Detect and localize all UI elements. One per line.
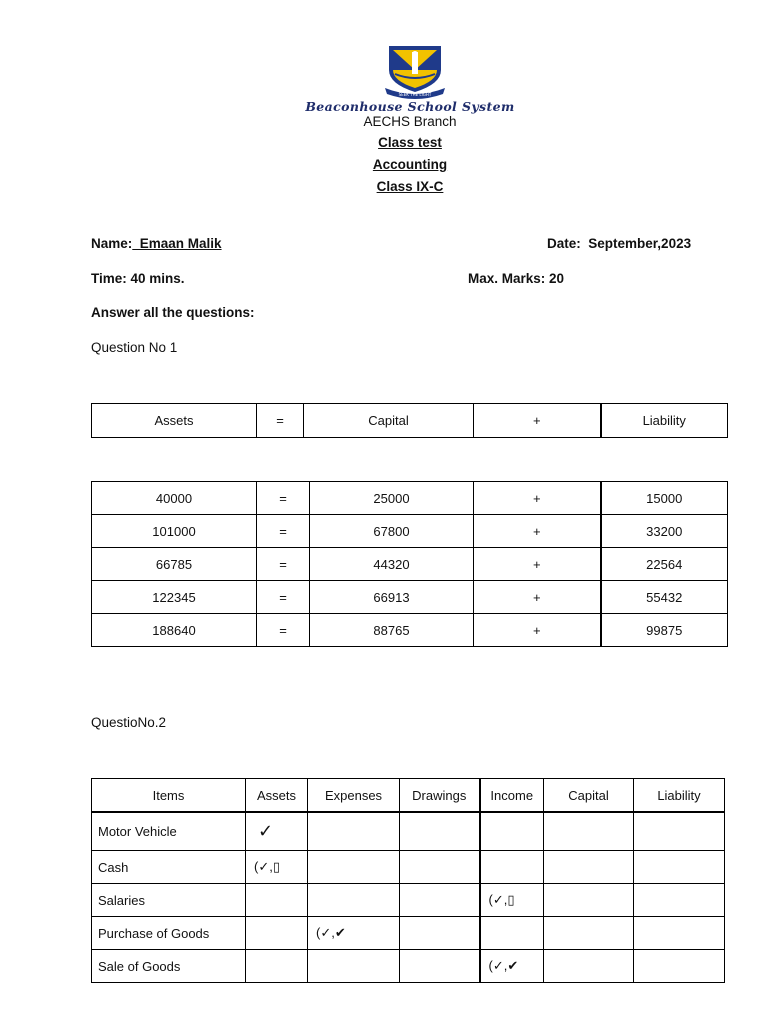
table-row [92, 515, 728, 548]
table-cell: = [257, 482, 310, 515]
table-cell: 66785 [92, 548, 257, 581]
table-row [92, 917, 725, 950]
subject-title: Accounting [372, 157, 448, 172]
table-cell [544, 812, 634, 851]
table-row [92, 884, 725, 917]
table-cell [634, 812, 725, 851]
table-cell: 15000 [601, 482, 728, 515]
table-cell: = [257, 614, 310, 647]
table-cell: 22564 [601, 548, 728, 581]
header-cell: Drawings [400, 779, 480, 813]
check-mark-cell: ✓ [246, 812, 308, 851]
table-cell: 88765 [310, 614, 474, 647]
test-title: Class test [378, 135, 442, 150]
svg-text:SEEK THE LIGHT: SEEK THE LIGHT [398, 92, 432, 97]
table-row [92, 614, 728, 647]
table-cell [400, 884, 480, 917]
check-mark-cell: (✓,✔ [308, 917, 400, 950]
table-cell [634, 884, 725, 917]
item-cell: Purchase of Goods [92, 917, 246, 950]
table-cell [308, 950, 400, 983]
item-cell: Salaries [92, 884, 246, 917]
class-title: Class IX-C [376, 179, 444, 194]
table-cell [400, 950, 480, 983]
item-cell: Sale of Goods [92, 950, 246, 983]
table-cell [634, 851, 725, 884]
table-row [92, 482, 728, 515]
table-cell [246, 884, 308, 917]
accounting-equation-data-table [91, 481, 728, 647]
table-cell: = [257, 581, 310, 614]
table-cell: 67800 [310, 515, 474, 548]
table-cell [308, 812, 400, 851]
table-row [92, 950, 725, 983]
max-marks-field: Max. Marks: 20 [468, 271, 565, 286]
table-cell [480, 812, 544, 851]
school-crest-logo [383, 44, 447, 100]
table-cell [308, 884, 400, 917]
header-cell: Assets [246, 779, 308, 813]
table-cell [480, 917, 544, 950]
table-cell [480, 851, 544, 884]
name-label: Name: [91, 236, 133, 251]
time-field: Time: 40 mins. [91, 271, 185, 286]
instructions: Answer all the questions: [91, 305, 255, 320]
table-cell: + [474, 482, 601, 515]
header-cell: Assets [92, 404, 257, 438]
table-cell: + [474, 548, 601, 581]
question-2-label: QuestioNo.2 [91, 715, 167, 730]
header-cell: Capital [544, 779, 634, 813]
table-cell: 122345 [92, 581, 257, 614]
table-cell: 40000 [92, 482, 257, 515]
table-cell [246, 950, 308, 983]
table-cell [400, 917, 480, 950]
table-row [92, 851, 725, 884]
table-row [92, 812, 725, 851]
item-cell: Motor Vehicle [92, 812, 246, 851]
check-mark-cell: (✓,▯ [246, 851, 308, 884]
header-cell: = [257, 404, 304, 438]
table-cell: 99875 [601, 614, 728, 647]
table-cell: + [474, 614, 601, 647]
table-cell [544, 851, 634, 884]
table-cell [544, 917, 634, 950]
table-cell: = [257, 548, 310, 581]
header-cell: Expenses [308, 779, 400, 813]
table-cell: 101000 [92, 515, 257, 548]
table-cell: + [474, 515, 601, 548]
table-cell [544, 884, 634, 917]
accounting-equation-header-table [91, 403, 728, 438]
table-cell: 44320 [310, 548, 474, 581]
classification-table [91, 778, 725, 983]
item-cell: Cash [92, 851, 246, 884]
header-cell: + [474, 404, 601, 438]
table-cell [400, 812, 480, 851]
header-cell: Liability [634, 779, 725, 813]
header-cell: Liability [601, 404, 728, 438]
table-cell: 66913 [310, 581, 474, 614]
check-mark-cell: (✓,✔ [480, 950, 544, 983]
header-cell: Items [92, 779, 246, 813]
table-cell [246, 917, 308, 950]
table-cell [544, 950, 634, 983]
school-name: Beaconhouse School System [305, 99, 515, 114]
table-cell: 188640 [92, 614, 257, 647]
date-value: September,2023 [588, 236, 692, 251]
header-cell: Income [480, 779, 544, 813]
check-mark-cell: (✓,▯ [480, 884, 544, 917]
table-cell: = [257, 515, 310, 548]
header-cell: Capital [304, 404, 474, 438]
table-cell [634, 950, 725, 983]
table-cell [400, 851, 480, 884]
name-field [91, 236, 360, 251]
table-cell [308, 851, 400, 884]
question-1-label: Question No 1 [91, 340, 178, 355]
table-row [92, 779, 725, 813]
table-row [92, 404, 728, 438]
table-cell: + [474, 581, 601, 614]
table-cell: 25000 [310, 482, 474, 515]
table-cell: 33200 [601, 515, 728, 548]
date-field [547, 236, 691, 251]
table-row [92, 548, 728, 581]
branch-name: AECHS Branch [363, 114, 457, 129]
table-cell [634, 917, 725, 950]
table-row [92, 581, 728, 614]
date-label: Date: [547, 236, 581, 251]
name-value: Emaan Malik [132, 236, 222, 251]
table-cell: 55432 [601, 581, 728, 614]
